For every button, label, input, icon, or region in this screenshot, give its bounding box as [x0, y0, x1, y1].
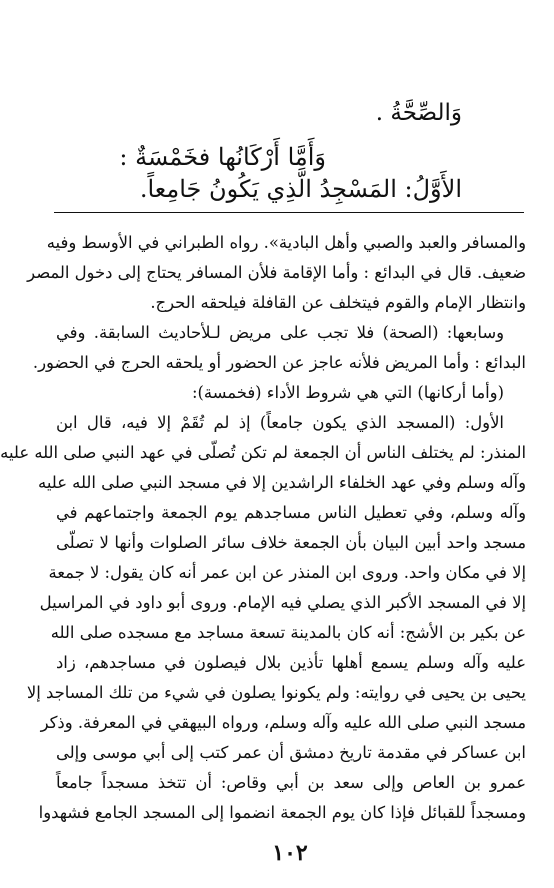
footnote-line: والمسافر والعبد والصبي وأهل البادية». رواه الطبراني في الأوسط وفيه: [46, 233, 526, 252]
footnote-line: إلا في المسجد الأكبر الذي يصلي فيه الإمام. وروى أبو داود في المراسيل: [39, 593, 526, 612]
footnote-line: ومسجداً للقبائل فإذا كان يوم الجمعة انضموا إلى المسجد الجامع فشهدوا: [38, 803, 526, 822]
footnote-line: عمرو بن العاص وإلى سعد بن أبي وقاص: أن تتخذ مسجداً جامعاً: [56, 773, 526, 792]
footnote-line: وسابعها: (الصحة) فلا تجب على مريض لـلأحاديث السابقة. وفي: [56, 323, 504, 342]
footnote-block: [0, 228, 526, 828]
footnote-line: البدائع : وأما المريض فلأنه عاجز عن الحضور أو يلحقه الحرج في الحضور.: [32, 353, 526, 372]
footnote-line: مسجد واحد أبين البيان بأن الجمعة خلاف سائر الصلوات وأنها لا تصلّى: [56, 533, 526, 552]
main-text-line-3: الأَوَّلُ: المَسْجِدُ الَّذِي يَكُونُ جَامِعاً.: [139, 175, 462, 203]
main-text-line-1: وَالصِّحَّةُ .: [375, 100, 462, 126]
footnote-line: إلا في مكان واحد. وروى ابن المنذر عن ابن عمر أنه كان يقول: لا جمعة: [48, 563, 526, 582]
footnote-line: عليه وآله وسلم يسمع أهلها تأذين بلال فيصلون في مساجدهم، زاد: [56, 653, 526, 672]
footnote-line: المنذر: لم يختلف الناس أن الجمعة لم تكن تُصلّى في عهد النبي صلى الله عليه: [0, 443, 526, 462]
page-number: ١٠٢: [272, 840, 308, 866]
footnote-separator: [54, 212, 524, 213]
footnote-line: ضعيف. قال في البدائع : وأما الإقامة فلأن المسافر يحتاج إلى دخول المصر: [27, 263, 526, 282]
footnote-line: (وأما أركانها) التي هي شروط الأداء (فخمسة):: [191, 383, 504, 402]
footnote-line: الأول: (المسجد الذي يكون جامعاً) إذ لم تُقَمْ إلا فيه، قال ابن: [56, 413, 504, 432]
footnote-line: يحيى بن يحيى في روايته: ولم يكونوا يصلون في شيء من تلك المساجد إلا: [26, 683, 526, 702]
footnote-line: ابن عساكر في مقدمة تاريخ دمشق أن عمر كتب إلى أبي موسى وإلى: [56, 743, 526, 762]
footnote-line: وآله وسلم، وفي تعطيل الناس مساجدهم يوم الجمعة واجتماعهم في: [56, 503, 526, 522]
footnote-line: وآله وسلم وفي عهد الخلفاء الراشدين إلا في مسجد النبي صلى الله عليه: [38, 473, 526, 492]
footnote-line: مسجد النبي صلى الله عليه وآله وسلم، ورواه البيهقي في المعرفة. وذكر: [40, 713, 526, 732]
main-text-line-2: وَأَمَّا أَرْكَانُها فخَمْسَةٌ :: [119, 143, 326, 171]
footnote-line: عن بكير بن الأشج: أنه كان بالمدينة تسعة مساجد مع مسجده صلى الله: [50, 623, 526, 642]
footnote-line: وانتظار الإمام والقوم فيتخلف عن القافلة فيلحقه الحرج.: [150, 293, 526, 312]
